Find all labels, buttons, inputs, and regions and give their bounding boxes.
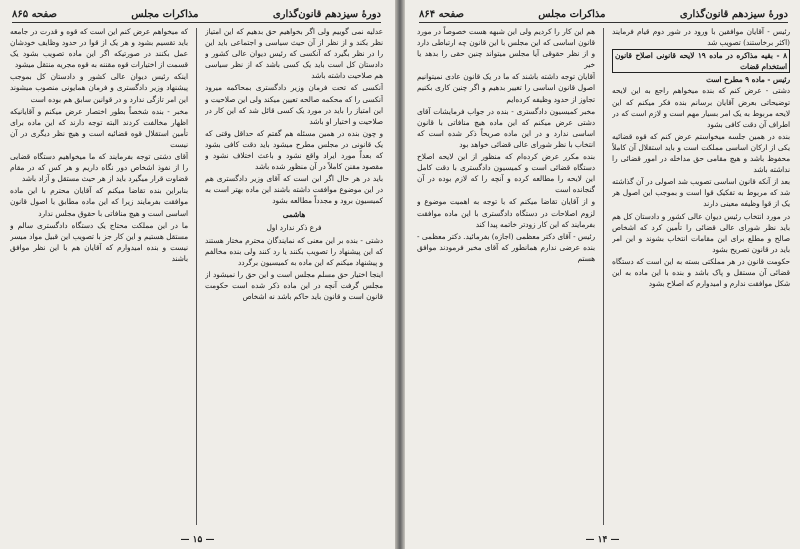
header-session: دورهٔ سیزدهم قانون‌گذاری bbox=[679, 8, 788, 20]
page-footer-number: — ۱۴ — bbox=[585, 535, 620, 545]
paragraph: آقای دشتی توجه بفرمایند که ما میخواهیم دستگاه قضایی را از نفوذ اشخاص دور نگاه داریم و هر کس که در مقام قضاوت قرار میگیرد باید از هر حیث مستقل و آزاد باشد bbox=[10, 152, 188, 184]
header-rule bbox=[419, 22, 788, 23]
column-right bbox=[612, 26, 790, 527]
text-columns bbox=[417, 26, 790, 527]
paragraph: آقایان توجه داشته باشند که ما در یک قانون عادی نمیتوانیم اصول قانون اساسی را تغییر بدهیم و اگر چنین کاری بکنیم تجاوز از حدود وظیفه کرده‌ایم bbox=[417, 72, 595, 104]
book-gutter bbox=[395, 0, 405, 549]
header-session: دورهٔ سیزدهم قانون‌گذاری bbox=[272, 8, 381, 20]
header-page-number: صفحه ۸۶۴ bbox=[419, 8, 464, 20]
paragraph: بنابراین بنده تقاضا میکنم که آقایان محترم با این ماده موافقت بفرمایند زیرا که این ماده مطابق با اصول قانون اساسی است و هیچ منافاتی با حقوق مجلس ندارد bbox=[10, 186, 188, 218]
header-rule bbox=[12, 22, 381, 23]
page-header bbox=[419, 6, 788, 22]
column-divider bbox=[603, 28, 604, 525]
paragraph: که میخواهم عرض کنم این است که قوه و قدرت در جامعه باید تقسیم بشود و هر یک از قوا در حدود وظایف خودشان عمل بکنند در صورتیکه اگر این ماده تصویب بشود یک قسمت از اختیارات قوه مقننه به قوه مجریه منتقل میشود bbox=[10, 27, 188, 70]
column-left bbox=[417, 26, 595, 527]
paragraph: عدلیه نمی گوییم ولی اگر بخواهیم حق بدهیم که این امتیاز نظر بکند و از نظر از آن حیث سیاسی و اجتماعی باید این را در نظر بگیرد که آنکسی که رئیس دیوان عالی کشور و دادستان کل است باید یک کسی باشد که از نظر سیاسی هم صلاحیت داشته باشد bbox=[205, 27, 383, 81]
paragraph: در مورد انتخاب رئیس دیوان عالی کشور و دادستان کل هم باید نظر شورای عالی قضائی را تأمین کرد که اشخاص صالح و مطلع برای این مقامات انتخاب بشوند و این امر باید در قانون تصریح بشود bbox=[612, 211, 790, 254]
paragraph: اینجا اختیار حق مسلم مجلس است و این حق را نمیشود از مجلس گرفت آنچه در این ماده ذکر شده است حکومت قانون است و قانون باید حاکم باشد نه اشخاص bbox=[205, 269, 383, 302]
paragraph: و از آقایان تقاضا میکنم که با توجه به اهمیت موضوع و لزوم اصلاحات در دستگاه دادگستری با این ماده موافقت بفرمایند که این کار زودتر خاتمه پیدا کند bbox=[417, 197, 595, 229]
paragraph: دشتی - بنده بر این معنی که نمایندگان محترم مختار هستند که این پیشنهاد را تصویب بکنند یا رد کنند ولی بنده مخالفم و پیشنهاد میکنم که این ماده به کمیسیون برگردد bbox=[205, 235, 383, 267]
paragraph: مخبر کمیسیون دادگستری - بنده در جواب فرمایشات آقای دشتی عرض میکنم که این ماده هیچ منافاتی با قانون اساسی ندارد و در این ماده صریحاً ذکر شده است که انتخاب با نظر شورای عالی قضائی خواهد بود bbox=[417, 106, 595, 149]
paragraph: هم این کار را کردیم ولی این شبهه هست خصوصاً در مورد قانون اساسی که این مجلس با این قانون چه ارتباطی دارد و از نظر حقوقی آیا مجلس میتواند چنین حقی را بدهد یا خیر bbox=[417, 27, 595, 70]
paragraph: بنده در همین جلسه میخواستم عرض کنم که قوه قضائیه یکی از ارکان اساسی مملکت است و باید استقلال آن کاملاً محفوظ باشد و هیچ مقامی حق مداخله در امور قضائی را نداشته باشد bbox=[612, 131, 790, 175]
speaker-line: رئیس - ماده ۹ مطرح است bbox=[706, 75, 790, 85]
paragraph: بعد از آنکه قانون اساسی تصویب شد اصولی در آن گذاشته شد که مربوط به تفکیک قوا است و بموجب این اصول هر یک از قوا وظیفه معینی دارند bbox=[612, 177, 790, 209]
column-left bbox=[10, 26, 188, 527]
paragraph: و چون بنده در همین مسئله هم گفتم که حداقل وقتی که یک قانونی در مجلس مطرح میشود باید دقت کافی بشود که بعداً مورد ایراد واقع نشود و باعث اختلاف نشود و مقصود مقنن کاملاً در آن منظور شده باشد bbox=[205, 128, 383, 172]
header-title: مذاکرات مجلس bbox=[131, 8, 199, 20]
paragraph: دشتی - عرض کنم که بنده میخواهم راجع به این لایحه توضیحاتی بعرض آقایان برسانم بنده فکر میکنم که این لایحه مربوط به یک امر بسیار مهم است و لازم است که در اطراف آن دقت کافی بشود bbox=[612, 86, 790, 129]
paragraph: ما در این مملکت محتاج یک دستگاه دادگستری سالم و مستقل هستیم و این کار جز با تصویب این قبیل مواد میسر نیست و بنده امیدوارم که آقایان هم با این نظر موافق باشند bbox=[10, 220, 188, 263]
page-footer-number: — ۱۵ — bbox=[180, 535, 215, 545]
header-title: مذاکرات مجلس bbox=[538, 8, 606, 20]
header-page-number: صفحه ۸۶۵ bbox=[12, 8, 57, 20]
paragraph: بنده مکرر عرض کرده‌ام که منظور از این لایحه اصلاح دستگاه قضائی است و کمیسیون دادگستری با دقت کامل این لایحه را مطالعه کرده و آنچه را که لازم بوده در آن گنجانده است bbox=[417, 152, 595, 195]
text-columns bbox=[10, 26, 383, 527]
speaker-heading: هاشمی bbox=[282, 209, 306, 219]
column-divider bbox=[196, 28, 197, 525]
paragraph: حکومت قانون در هر مملکتی بسته به این است که دستگاه قضائی آن مستقل و پاک باشد و بنده با این ماده به این شکل موافقت ندارم و امیدوارم که اصلاح بشود bbox=[612, 256, 790, 289]
paragraph: باید در هر حال اگر این است که آقای وزیر دادگستری هم در این موضوع موافقت داشته باشند این ماده بهتر است به کمیسیون برود و مجدداً مطالعه بشود bbox=[205, 174, 383, 206]
paragraph: رئیس - آقایان موافقین با ورود در شور دوم قیام فرمایند (اکثر برخاستند) تصویب شد bbox=[612, 27, 790, 48]
page-header bbox=[12, 6, 381, 22]
speaker-note: فرع ذکر ندارد اول bbox=[266, 222, 322, 232]
paragraph: رئیس - آقای دکتر معظمی (اجازه) بفرمائید. دکتر معظمی - بنده عرضی ندارم همانطور که آقای مخبر فرمودند موافق هستم bbox=[417, 231, 595, 263]
paragraph: مخبر - بنده شخصاً بطور اختصار عرض میکنم و آقایانیکه اظهار مخالفت کردند البته توجه دارند که این ماده برای تأمین استقلال قوه قضائیه است و هیچ نظر دیگری در آن نیست bbox=[10, 106, 188, 149]
paragraph: آنکسی که تحت فرمان وزیر دادگستری بمحاکمه میرود آنکسی را که محکمه صالحه تعیین میکند ولی این صلاحیت و این امتیاز را باید در مورد یک کسی قائل شد که این کار در صلاحیت و اختیار او باشد bbox=[205, 83, 383, 126]
paragraph: اینکه رئیس دیوان عالی کشور و دادستان کل بموجب پیشنهاد وزیر دادگستری و فرمان همایونی منصوب میشوند این امر تازگی ندارد و در قوانین سابق هم بوده است bbox=[10, 72, 188, 104]
page-865 bbox=[0, 0, 395, 549]
column-right bbox=[205, 26, 383, 527]
agenda-item-box: ۸ - بقیه مذاکره در ماده ۱۹ لایحه قانونی اصلاح قانون استخدام قضات bbox=[612, 49, 790, 73]
page-864 bbox=[405, 0, 800, 549]
